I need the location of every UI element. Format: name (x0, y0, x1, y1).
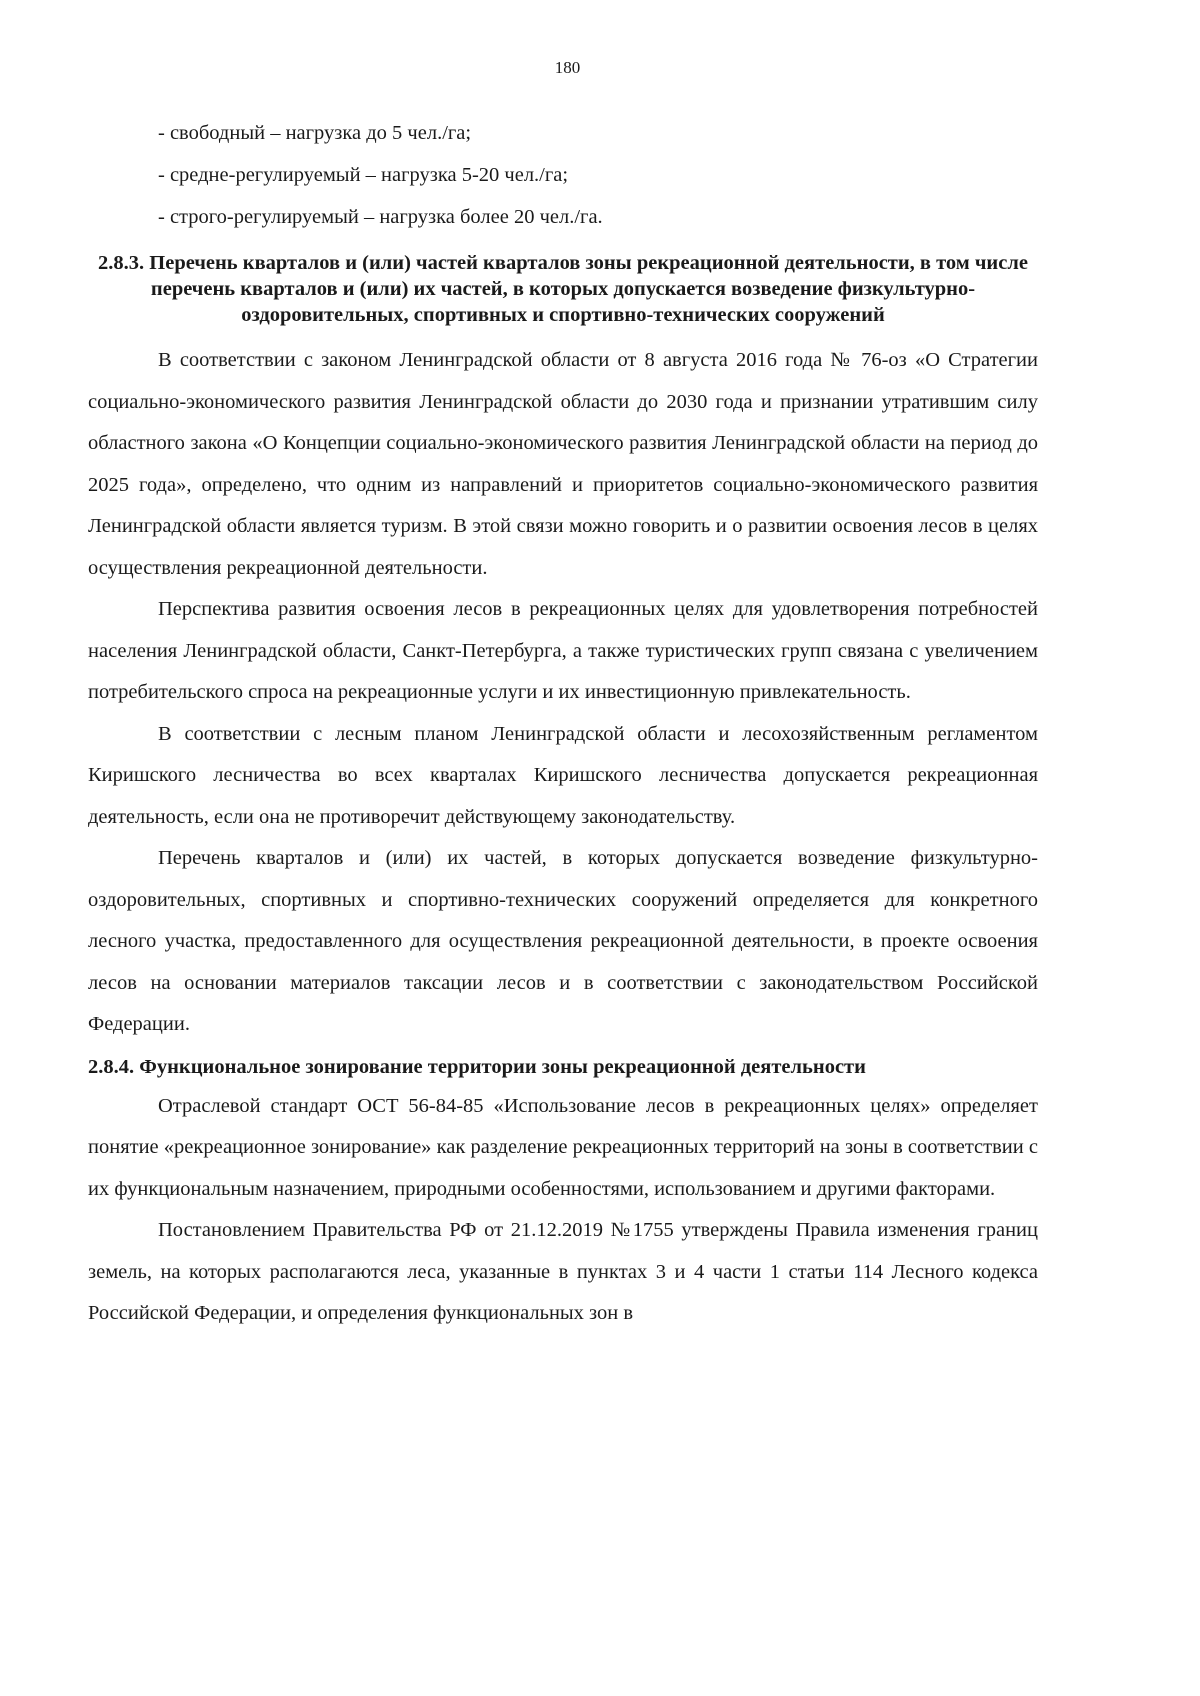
section-heading-2-8-4: 2.8.4. Функциональное зонирование территории зоны рекреационной деятельности (88, 1055, 866, 1078)
paragraph: В соответствии с лесным планом Ленинградской области и лесохозяйственным регламентом Киришского лесничества во всех кварталах Киришского лесничества допускается рекреационная деятельность, если она не противоречит действующему законодательству. (88, 722, 1038, 828)
document-body (88, 112, 1038, 1335)
list-item: - средне-регулируемый – нагрузка 5-20 чел./га; (158, 164, 569, 186)
paragraph: В соответствии с законом Ленинградской области от 8 августа 2016 года № 76-оз «О Стратегии социально-экономического развития Ленинградской области до 2030 года и признании утратившим силу областного закона «О Концепции социально-экономического развития Ленинградской области на период до 2025 года», определено, что одним из направлений и приоритетов социально-экономического развития Ленинградской области является туризм. В этой связи можно говорить и о развитии освоения лесов в целях осуществления рекреационной деятельности. (88, 349, 1038, 579)
paragraph: Перспектива развития освоения лесов в рекреационных целях для удовлетворения потребностей населения Ленинградской области, Санкт-Петербурга, а также туристических групп связана с увеличением потребительского спроса на рекреационные услуги и их инвестиционную привлекательность. (88, 598, 1038, 703)
list-item: - свободный – нагрузка до 5 чел./га; (158, 122, 472, 144)
section-heading-2-8-3: 2.8.3. Перечень кварталов и (или) частей кварталов зоны рекреационной деятельности, в том числе перечень кварталов и (или) их частей, в которых допускается возведение физкультурно-оздоровительных, спортивных и спортивно-технических сооружений (98, 252, 1028, 326)
paragraph: Перечень кварталов и (или) их частей, в которых допускается возведение физкультурно-оздоровительных, спортивных и спортивно-технических сооружений определяется для конкретного лесного участка, предоставленного для осуществления рекреационной деятельности, в проекте освоения лесов на основании материалов таксации лесов и в соответствии с законодательством Российской Федерации. (88, 847, 1038, 1035)
paragraph: Постановлением Правительства РФ от 21.12.2019 №1755 утверждены Правила изменения границ земель, на которых располагаются леса, указанные в пунктах 3 и 4 части 1 статьи 114 Лесного кодекса Российской Федерации, и определения функциональных зон в (88, 1219, 1038, 1324)
page-number: 180 (554, 58, 581, 77)
paragraph: Отраслевой стандарт ОСТ 56-84-85 «Использование лесов в рекреационных целях» определяет понятие «рекреационное зонирование» как разделение рекреационных территорий на зоны в соответствии с их функциональным назначением, природными особенностями, использованием и другими факторами. (88, 1094, 1038, 1200)
list-item: - строго-регулируемый – нагрузка более 20 чел./га. (158, 206, 603, 228)
